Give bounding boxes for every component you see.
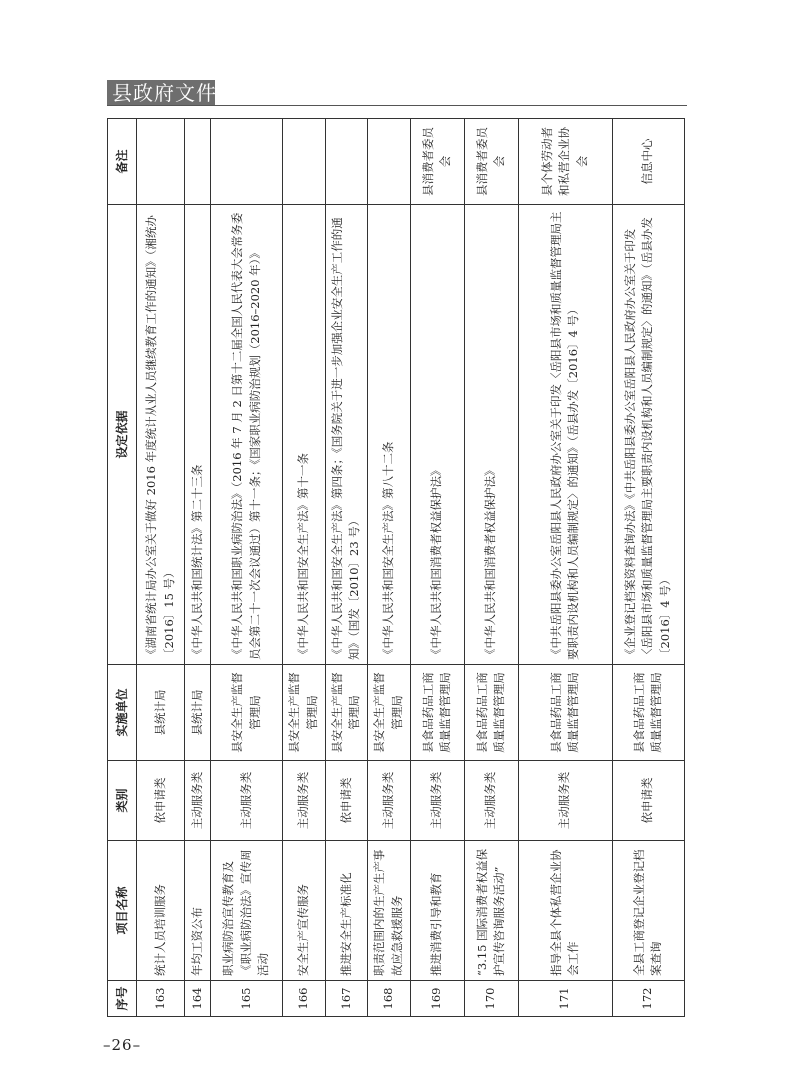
- cell-unit: 县安全生产监督管理局: [368, 665, 411, 761]
- service-items-table: [107, 118, 685, 1017]
- cell-type: 主动服务类: [464, 761, 518, 841]
- cell-name: 推进消费引导和教育: [410, 841, 464, 981]
- cell-basis: 《湖南省统计局办公室关于做好 2016 年度统计从业人员继续教育工作的通知》（湘统办〔2016〕15 号）: [137, 205, 185, 665]
- cell-type: 主动服务类: [518, 761, 612, 841]
- cell-no: 167: [325, 981, 368, 1017]
- col-header-no: 序号: [108, 981, 137, 1017]
- cell-note: [211, 119, 283, 205]
- cell-unit: 县安全生产监督管理局: [283, 665, 326, 761]
- cell-unit: 县食品药品工商质量监督管理局: [612, 665, 684, 761]
- cell-basis: 《中华人民共和国统计法》第二十三条: [185, 205, 211, 665]
- rotated-table-container: [107, 119, 673, 1017]
- table-row: [464, 119, 518, 1017]
- cell-name: 安全生产宣传服务: [283, 841, 326, 981]
- cell-note: [137, 119, 185, 205]
- cell-type: 依申请类: [612, 761, 684, 841]
- cell-note: [185, 119, 211, 205]
- cell-name: 全县工商登记企业登记档案查询: [612, 841, 684, 981]
- header-title: 县政府文件: [112, 81, 217, 105]
- table-header: [108, 119, 137, 1017]
- col-header-name: 项目名称: [108, 841, 137, 981]
- cell-unit: 县食品药品工商质量监督管理局: [518, 665, 612, 761]
- table-row: [185, 119, 211, 1017]
- table-body: [137, 119, 685, 1017]
- cell-no: 171: [518, 981, 612, 1017]
- cell-type: 主动服务类: [211, 761, 283, 841]
- cell-no: 172: [612, 981, 684, 1017]
- cell-no: 166: [283, 981, 326, 1017]
- col-header-unit: 实施单位: [108, 665, 137, 761]
- cell-unit: 县安全生产监督管理局: [211, 665, 283, 761]
- cell-no: 163: [137, 981, 185, 1017]
- cell-unit: 县食品药品工商质量监督管理局: [410, 665, 464, 761]
- cell-type: 主动服务类: [283, 761, 326, 841]
- cell-name: “3.15 国际消费者权益保护宣传咨询服务活动”: [464, 841, 518, 981]
- cell-note: 县消费者委员会: [410, 119, 464, 205]
- cell-type: 依申请类: [325, 761, 368, 841]
- cell-basis: 《中华人民共和国消费者权益保护法》: [464, 205, 518, 665]
- cell-type: 主动服务类: [368, 761, 411, 841]
- cell-name: 年均工资公布: [185, 841, 211, 981]
- cell-no: 164: [185, 981, 211, 1017]
- cell-basis: 《中华人民共和国安全生产法》第十一条: [283, 205, 326, 665]
- cell-note: 信息中心: [612, 119, 684, 205]
- col-header-basis: 设定依据: [108, 205, 137, 665]
- cell-note: [283, 119, 326, 205]
- cell-basis: 《中华人民共和国安全生产法》第八十二条: [368, 205, 411, 665]
- cell-note: [368, 119, 411, 205]
- table-row: [612, 119, 684, 1017]
- cell-unit: 县统计局: [137, 665, 185, 761]
- table-row: [368, 119, 411, 1017]
- cell-name: 职业病防治宣传教育及《职业病防治法》宣传周活动: [211, 841, 283, 981]
- table-row: [518, 119, 612, 1017]
- cell-name: 指导全县个体私营企业协会工作: [518, 841, 612, 981]
- cell-unit: 县安全生产监督管理局: [325, 665, 368, 761]
- cell-basis: 《企业登记档案资料查询办法》《中共岳阳县委办公室岳阳县人民政府办公室关于印发〈岳阳县市场和质量监督管理局主要职责内设机构和人员编制规定〉的通知》（岳县办发〔2016〕4 号）: [612, 205, 684, 665]
- col-header-note: 备注: [108, 119, 137, 205]
- table-row: [283, 119, 326, 1017]
- cell-no: 165: [211, 981, 283, 1017]
- table-row: [410, 119, 464, 1017]
- table-row: [211, 119, 283, 1017]
- cell-note: [325, 119, 368, 205]
- cell-note: 县个体劳动者和私营企业协会: [518, 119, 612, 205]
- cell-note: 县消费者委员会: [464, 119, 518, 205]
- cell-basis: 《中共岳阳县委办公室岳阳县人民政府办公室关于印发〈岳阳县市场和质量监督管理局主要职责内设机构和人员编制规定〉的通知》（岳县办发〔2016〕4 号）: [518, 205, 612, 665]
- cell-basis: 《中华人民共和国安全生产法》第四条；《国务院关于进一步加强企业安全生产工作的通知》（国发〔2010〕23 号）: [325, 205, 368, 665]
- header-row: [108, 119, 137, 1017]
- header-rule: [107, 105, 687, 106]
- cell-name: 推进安全生产标准化: [325, 841, 368, 981]
- cell-type: 依申请类: [137, 761, 185, 841]
- table-row: [137, 119, 185, 1017]
- cell-no: 168: [368, 981, 411, 1017]
- cell-name: 统计人员培训服务: [137, 841, 185, 981]
- table-row: [325, 119, 368, 1017]
- page-number: –26–: [103, 1036, 142, 1054]
- cell-basis: 《中华人民共和国消费者权益保护法》: [410, 205, 464, 665]
- cell-unit: 县统计局: [185, 665, 211, 761]
- col-header-type: 类别: [108, 761, 137, 841]
- cell-basis: 《中华人民共和国职业病防治法》（2016 年 7 月 2 日第十二届全国人民代表大会常务委员会第二十一次会议通过）第十一条；《国家职业病防治规划（2016–2020 年）》: [211, 205, 283, 665]
- cell-type: 主动服务类: [410, 761, 464, 841]
- cell-type: 主动服务类: [185, 761, 211, 841]
- cell-name: 职责范围内的生产生产事故应急救援服务: [368, 841, 411, 981]
- cell-unit: 县食品药品工商质量监督管理局: [464, 665, 518, 761]
- cell-no: 170: [464, 981, 518, 1017]
- cell-no: 169: [410, 981, 464, 1017]
